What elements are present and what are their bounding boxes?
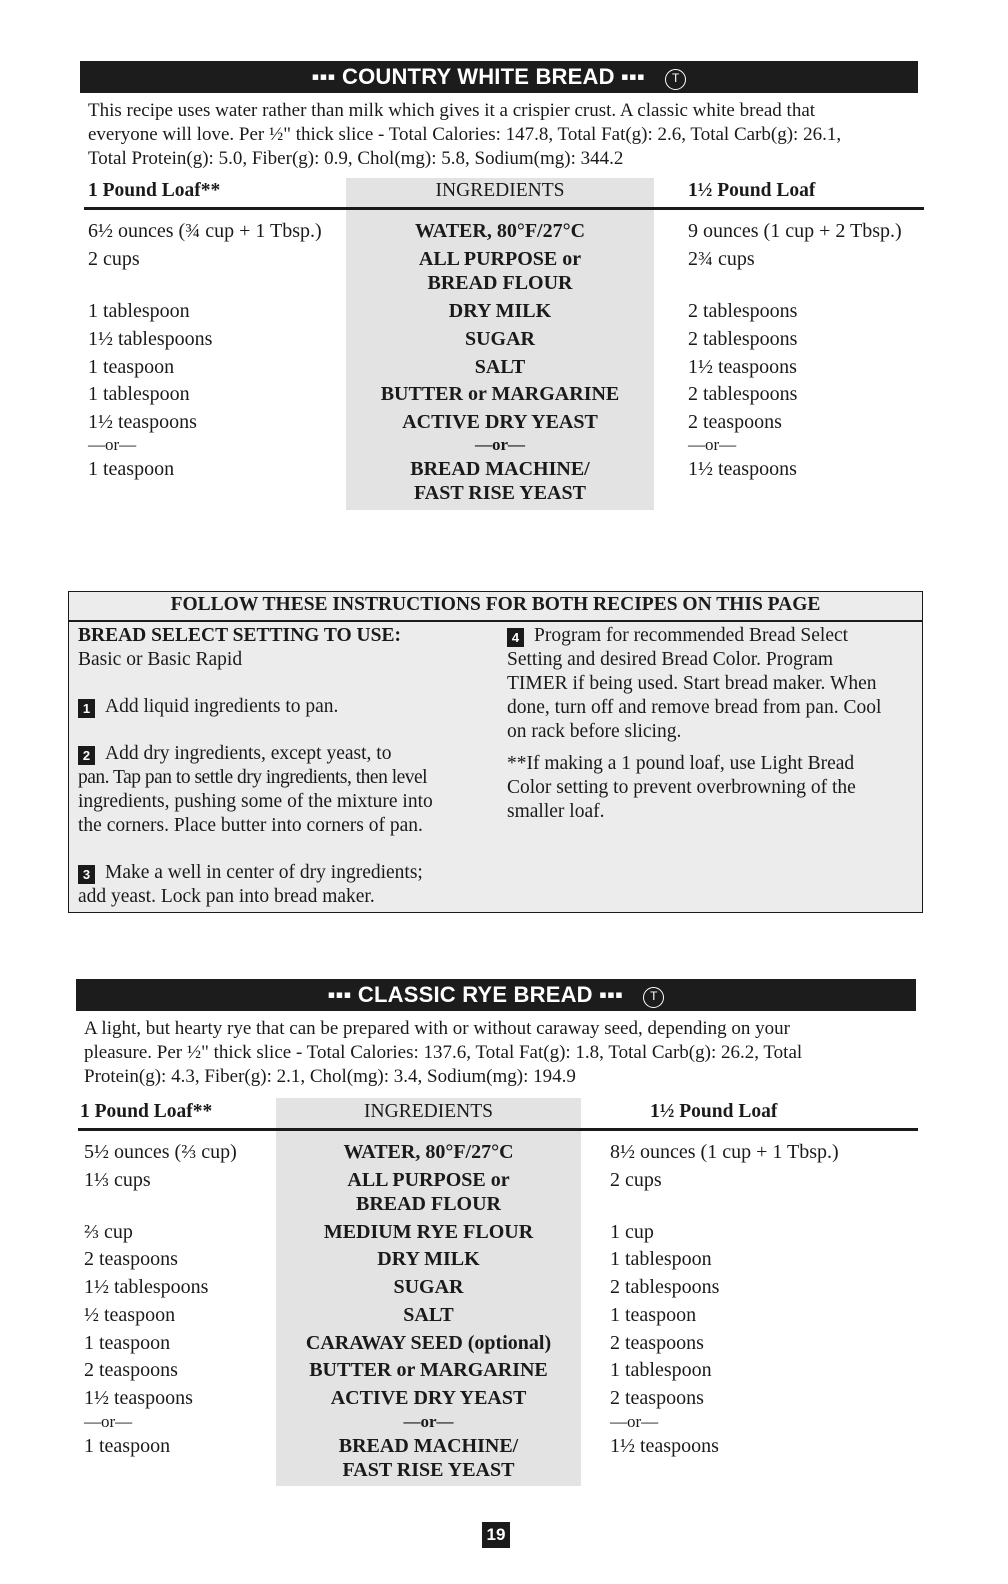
recipe2-header-center: INGREDIENTS xyxy=(364,1101,493,1122)
recipe2-ingredient: BUTTER or MARGARINE xyxy=(309,1359,548,1381)
recipe1-right-item: 2¾ cups xyxy=(688,248,755,270)
instructions-title-rule xyxy=(69,620,922,622)
recipe1-ingredient: DRY MILK xyxy=(448,300,552,322)
recipe2-right-item: 1 tablespoon xyxy=(610,1248,712,1270)
timer-symbol-icon: T xyxy=(643,987,664,1008)
recipe2-ingredient: MEDIUM RYE FLOUR xyxy=(323,1221,534,1243)
setting-value: Basic or Basic Rapid xyxy=(78,649,243,670)
step-number-badge: 2 xyxy=(78,746,95,765)
recipe2-left-item: 1½ teaspoons xyxy=(84,1387,193,1409)
recipe2-right-item: 2 tablespoons xyxy=(610,1276,720,1298)
recipe1-ingredient: BREAD FLOUR xyxy=(427,272,573,294)
recipe1-right-item: 1½ teaspoons xyxy=(688,356,797,378)
recipe1-left-item: 1 tablespoon xyxy=(88,383,190,405)
recipe2-right-item: 2 cups xyxy=(610,1169,662,1191)
recipe2-left-item: 2 teaspoons xyxy=(84,1248,178,1270)
recipe2-right-or: —or— xyxy=(610,1412,659,1431)
instructions-right-column xyxy=(507,624,919,824)
step-number-badge: 3 xyxy=(78,865,95,884)
step-number-badge: 1 xyxy=(78,699,95,718)
recipe1-left-or: —or— xyxy=(88,435,137,454)
recipe2-ingredient: CARAWAY SEED (optional) xyxy=(305,1332,552,1354)
recipe1-right-item: 2 tablespoons xyxy=(688,383,798,405)
instructions-box xyxy=(68,591,923,913)
recipe1-right-item: 1½ teaspoons xyxy=(688,458,797,480)
timer-symbol-icon: T xyxy=(665,69,686,90)
instructions-title: FOLLOW THESE INSTRUCTIONS FOR BOTH RECIPES ON THIS PAGE xyxy=(170,594,821,615)
recipe1-ingredient: SUGAR xyxy=(464,328,535,350)
recipe1-ingredient: BREAD MACHINE/ xyxy=(410,458,590,480)
recipe2-right-item: 1 teaspoon xyxy=(610,1304,697,1326)
recipe1-header-left: 1 Pound Loaf** xyxy=(88,180,221,201)
recipe1-left-item: 1 teaspoon xyxy=(88,458,175,480)
recipe1-right-item: 2 tablespoons xyxy=(688,328,798,350)
recipe2-left-item: 1 teaspoon xyxy=(84,1332,171,1354)
recipe2-right-item: 1 cup xyxy=(610,1221,654,1243)
recipe2-header-left: 1 Pound Loaf** xyxy=(80,1101,213,1122)
recipe2-right-item: 2 teaspoons xyxy=(610,1332,704,1354)
recipe2-left-item: 1 teaspoon xyxy=(84,1435,171,1457)
recipe1-right-or: —or— xyxy=(688,435,737,454)
recipe2-title: CLASSIC RYE BREAD xyxy=(357,982,593,1007)
recipe2-title-banner: ▪▪▪ CLASSIC RYE BREAD ▪▪▪ T xyxy=(76,979,916,1011)
recipe1-left-item: 2 cups xyxy=(88,248,140,270)
recipe1-ingredient-or: —or— xyxy=(474,435,526,454)
setting-label: BREAD SELECT SETTING TO USE: xyxy=(78,625,401,646)
recipe2-right-item: 1½ teaspoons xyxy=(610,1435,719,1457)
recipe2-ingredient: BREAD FLOUR xyxy=(355,1193,501,1215)
recipe2-ingredient: ACTIVE DRY YEAST xyxy=(330,1387,527,1409)
recipe2-ingredient: BREAD MACHINE/ xyxy=(338,1435,519,1457)
recipe2-right-item: 1 tablespoon xyxy=(610,1359,712,1381)
recipe1-left-item: 1 tablespoon xyxy=(88,300,190,322)
instructions-left-column xyxy=(78,624,488,909)
recipe2-left-item: 1½ tablespoons xyxy=(84,1276,209,1298)
recipe1-header-rule xyxy=(84,207,924,210)
step-2: 2 Add dry ingredients, except yeast, to pan. Tap pan to settle dry ingredients, then level ingredients, pushing some of the mixture into the corners. Place butter into corners of pan. xyxy=(78,743,433,836)
recipe2-ingredient: WATER, 80°F/27°C xyxy=(343,1141,514,1163)
recipe2-ingredient: FAST RISE YEAST xyxy=(342,1459,515,1481)
recipe2-left-item: 5½ ounces (⅔ cup) xyxy=(84,1141,237,1163)
recipe2-ingredient: SALT xyxy=(403,1304,454,1326)
recipe1-title-banner: ▪▪▪ COUNTRY WHITE BREAD ▪▪▪ T xyxy=(80,61,918,93)
recipe2-right-item: 2 teaspoons xyxy=(610,1387,704,1409)
step-number-badge: 4 xyxy=(507,628,524,647)
recipe2-left-item: ⅔ cup xyxy=(84,1221,133,1243)
recipe2-header-right: 1½ Pound Loaf xyxy=(650,1101,778,1122)
recipe1-intro: This recipe uses water rather than milk which gives it a crispier crust. A classic white bread that everyone will love. Per ½" thick slice - Total Calories: 147.8, Total Fat(g): 2.6, Total Carb(g): 26.1, Total Protein(g): 5.0, Fiber(g): 0.9, Chol(mg): 5.8, Sodium(mg): 344.2 xyxy=(88,100,842,169)
recipe1-header-center: INGREDIENTS xyxy=(435,180,565,201)
recipe1-ingredient: ACTIVE DRY YEAST xyxy=(402,411,598,433)
recipe1-right-item: 2 tablespoons xyxy=(688,300,798,322)
recipe1-right-item: 9 ounces (1 cup + 2 Tbsp.) xyxy=(688,220,902,242)
step-4: 4 Program for recommended Bread Select Setting and desired Bread Color. Program TIMER if being used. Start bread maker. When done, turn off and remove bread from pan. Cool on rack before slicing. xyxy=(507,625,882,742)
pound-loaf-note: **If making a 1 pound loaf, use Light Bread Color setting to prevent overbrowning of the smaller loaf. xyxy=(507,753,856,822)
recipe1-ingredient: FAST RISE YEAST xyxy=(414,482,586,504)
recipe2-header-rule xyxy=(78,1128,918,1131)
recipe1-left-item: 6½ ounces (¾ cup + 1 Tbsp.) xyxy=(88,220,322,242)
recipe1-title: COUNTRY WHITE BREAD xyxy=(341,64,615,89)
recipe2-intro: A light, but hearty rye that can be prepared with or without caraway seed, depending on your pleasure. Per ½" thick slice - Total Calories: 137.6, Total Fat(g): 1.8, Total Carb(g): 26.2, Total Protein(g): 4.3, Fiber(g): 2.1, Chol(mg): 3.4, Sodium(mg): 194.9 xyxy=(84,1018,803,1087)
recipe2-ingredient-or: —or— xyxy=(403,1412,454,1431)
recipe2-ingredient: ALL PURPOSE or xyxy=(347,1169,510,1191)
recipe1-right-item: 2 teaspoons xyxy=(688,411,782,433)
recipe1-ingredient: SALT xyxy=(474,356,526,378)
recipe1-ingredient: BUTTER or MARGARINE xyxy=(380,383,620,405)
recipe2-right-item: 8½ ounces (1 cup + 1 Tbsp.) xyxy=(610,1141,839,1163)
recipe2-ingredient: DRY MILK xyxy=(377,1248,480,1270)
recipe2-left-item: 2 teaspoons xyxy=(84,1359,178,1381)
recipe2-ingredient: SUGAR xyxy=(393,1276,464,1298)
page-number: 19 xyxy=(482,1522,510,1548)
recipe1-left-item: 1 teaspoon xyxy=(88,356,175,378)
recipe2-left-item: ½ teaspoon xyxy=(84,1304,176,1326)
recipe1-header-right: 1½ Pound Loaf xyxy=(688,180,816,201)
recipe1-left-item: 1½ teaspoons xyxy=(88,411,197,433)
step-3: 3 Make a well in center of dry ingredients; add yeast. Lock pan into bread maker. xyxy=(78,862,423,907)
recipe1-ingredient: ALL PURPOSE or xyxy=(418,248,582,270)
recipe2-left-or: —or— xyxy=(84,1412,133,1431)
recipe1-ingredient: WATER, 80°F/27°C xyxy=(414,220,586,242)
recipe2-left-item: 1⅓ cups xyxy=(84,1169,151,1191)
step-1: 1 Add liquid ingredients to pan. xyxy=(78,695,488,719)
recipe1-left-item: 1½ tablespoons xyxy=(88,328,213,350)
